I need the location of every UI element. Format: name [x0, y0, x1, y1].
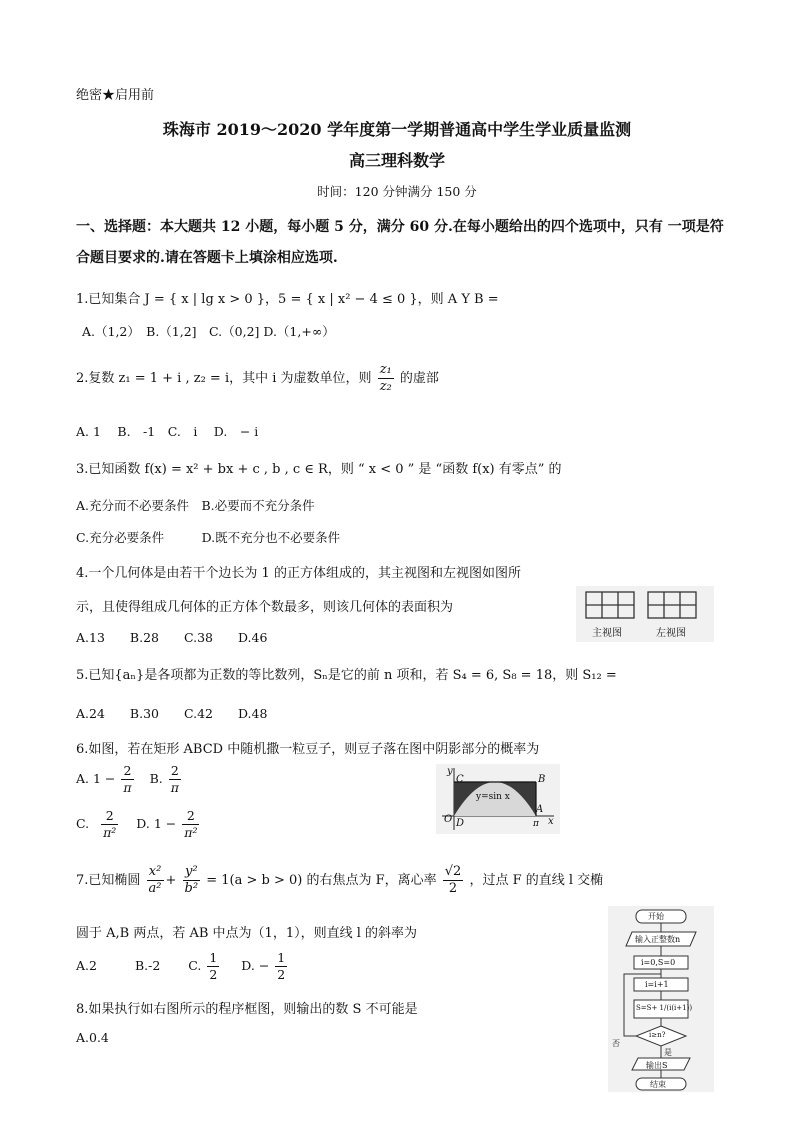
option-c-label: C. [76, 816, 90, 831]
fraction-numerator: y² [183, 864, 201, 881]
front-view-label: 主视图 [592, 628, 622, 639]
point-d-label: D [456, 818, 465, 829]
fraction-denominator: 2 [209, 967, 218, 982]
fraction-numerator: z₁ [379, 362, 392, 377]
ellipse-x-term [147, 864, 164, 897]
question-7-stem: 7.已知椭圆 $\frac{\text{x²}}{\text{a²}}$ + $\frac{\text{y²}}{\text{b²}}$ = 1(a > b > 0) 的右焦点为 F，离心率 $\frac{√2}{2}$ ，过点 F 的直线 l 交椭 [76, 864, 604, 896]
question-4-figure [576, 586, 714, 642]
confidential-label: 绝密★启用前 [76, 88, 155, 103]
axis-x-label: x [548, 816, 554, 827]
question-5-options: A.24 B.30 C.42 D.48 [76, 706, 268, 721]
flow-increment: i=i+1 [645, 980, 669, 989]
option-a: A.2 [76, 958, 97, 973]
flow-input: 输入正整数n [635, 935, 681, 944]
fraction-denominator: a² [148, 881, 162, 896]
fraction-numerator: x² [147, 864, 164, 881]
fraction-numerator: 2 [101, 808, 118, 825]
axis-y-label: y [447, 766, 453, 777]
question-6-options-row2 [76, 808, 201, 841]
fraction-denominator: b² [184, 881, 199, 896]
question-4-options: A.13 B.28 C.38 D.46 [76, 630, 268, 645]
question-6-stem: 6.如图，若在矩形 ABCD 中随机撒一粒豆子，则豆子落在图中阴影部分的概率为 [76, 742, 540, 757]
question-4-stem-line1: 4.一个几何体是由若干个边长为 1 的正方体组成的，其主视图和左视图如图所 [76, 566, 521, 581]
option-d-label: D. [136, 816, 150, 831]
flow-update: S=S+ 1/(i(i+1)) [636, 1004, 693, 1012]
flow-no-label: 否 [612, 1039, 620, 1048]
point-c-label: C [456, 774, 464, 785]
flow-start: 开始 [648, 912, 664, 921]
question-2-stem-a: 2.复数 z₁ = 1 + i , z₂ = i，其中 i 为虚数单位，则 [76, 371, 372, 386]
fraction-numerator: 2 [182, 808, 199, 825]
fraction-denominator: z₂ [379, 379, 392, 394]
question-8-option-a: A.0.4 [76, 1030, 109, 1045]
fraction-numerator: √2 [444, 864, 462, 879]
question-1-stem: 1.已知集合 J = { x | lg x > 0 }，5 = { x | x² − 4 ≤ 0 }，则 A Y B = [76, 292, 499, 307]
time-info: 时间：120 分钟满分 150 分 [317, 184, 477, 199]
option-b-fraction [169, 763, 181, 796]
option-a-label: A. [76, 771, 90, 786]
fraction-denominator: π [170, 780, 179, 795]
point-b-label: B [538, 774, 546, 785]
flowchart-figure [608, 906, 714, 1092]
exam-subtitle: 高三理科数学 [348, 151, 445, 170]
question-7-stem-b: = 1(a > b > 0) 的右焦点为 F，离心率 [206, 873, 437, 888]
left-view-label: 左视图 [656, 628, 686, 639]
flow-end: 结束 [650, 1080, 666, 1089]
question-7-stem-c: ，过点 F 的直线 l 交椭 [469, 873, 604, 888]
pi-tick-label: π [533, 819, 539, 829]
origin-label: O [444, 814, 453, 825]
question-6-options-row1 [76, 763, 183, 796]
question-3-options-line1: A.充分而不必要条件 B.必要而不充分条件 [76, 498, 315, 513]
option-d-fraction [182, 808, 199, 841]
question-2-options: A. 1 B. -1 C. i D. − i [76, 424, 259, 439]
flow-condition: i≥n? [649, 1031, 666, 1039]
fraction-numerator: 2 [121, 763, 133, 780]
fraction-denominator: π [123, 780, 132, 795]
fraction-numerator: 2 [169, 763, 181, 780]
question-7-stem-a: 7.已知椭圆 [76, 873, 141, 888]
option-d-prefix: 1 − [153, 816, 177, 831]
eccentricity-fraction [443, 864, 464, 897]
flow-init: i=0,S=0 [641, 958, 676, 967]
question-5-stem: 5.已知{aₙ}是各项都为正数的等比数列，Sₙ是它的前 n 项和，若 S₄ = 6, S₈ = 18，则 S₁₂ = [76, 668, 617, 683]
option-c-label: C. [188, 958, 202, 973]
question-7-options [76, 950, 289, 983]
fraction-denominator: π² [103, 825, 117, 840]
question-3-options-line2: C.充分必要条件 D.既不充分也不必要条件 [76, 530, 341, 545]
option-c-fraction [207, 950, 219, 983]
fraction-numerator: 1 [209, 950, 218, 965]
question-7-stem-line2: 圆于 A,B 两点，若 AB 中点为（1，1），则直线 l 的斜率为 [76, 926, 418, 941]
question-4-stem-line2: 示，且使得组成几何体的正方体个数最多，则该几何体的表面积为 [76, 600, 454, 615]
exam-title: 珠海市 2019～2020 学年度第一学期普通高中学生学业质量监测 [162, 120, 632, 139]
function-label: y=sin x [476, 792, 510, 802]
ellipse-y-term [183, 864, 201, 897]
fraction-numerator: 1 [277, 950, 286, 965]
question-2-stem-b: 的虚部 [399, 371, 439, 386]
section-heading: 一、选择题：本大题共 12 小题，每小题 5 分，满分 60 分.在每小题给出的四个选项中，只有 一项是符合题目要求的.请在答题卡上填涂相应选项. [76, 219, 724, 266]
question-1-options: A.（1,2） B.（1,2] C.（0,2] D.（1,+∞） [82, 324, 335, 339]
fraction-denominator: 2 [277, 967, 286, 982]
option-d-label: D. − [241, 958, 270, 973]
option-c-fraction [101, 808, 118, 841]
question-6-figure [436, 764, 560, 834]
question-2-fraction [378, 362, 394, 395]
fraction-denominator: π² [184, 825, 198, 840]
option-a-prefix: 1 − [93, 771, 116, 786]
flow-yes-label: 是 [664, 1048, 672, 1057]
question-8-stem: 8.如果执行如右图所示的程序框图，则输出的数 S 不可能是 [76, 1002, 418, 1017]
option-d-fraction [275, 950, 287, 983]
point-a-label: A [536, 804, 544, 815]
fraction-denominator: 2 [448, 881, 458, 896]
question-2-stem [76, 362, 439, 395]
option-a-fraction [121, 763, 133, 796]
flow-output: 输出S [646, 1061, 668, 1070]
option-b-label: B. [149, 771, 163, 786]
option-b: B.-2 [134, 958, 161, 973]
question-3-stem: 3.已知函数 f(x) = x² + bx + c , b , c ∈ R，则 “ x < 0 ” 是 “函数 f(x) 有零点” 的 [76, 462, 562, 477]
